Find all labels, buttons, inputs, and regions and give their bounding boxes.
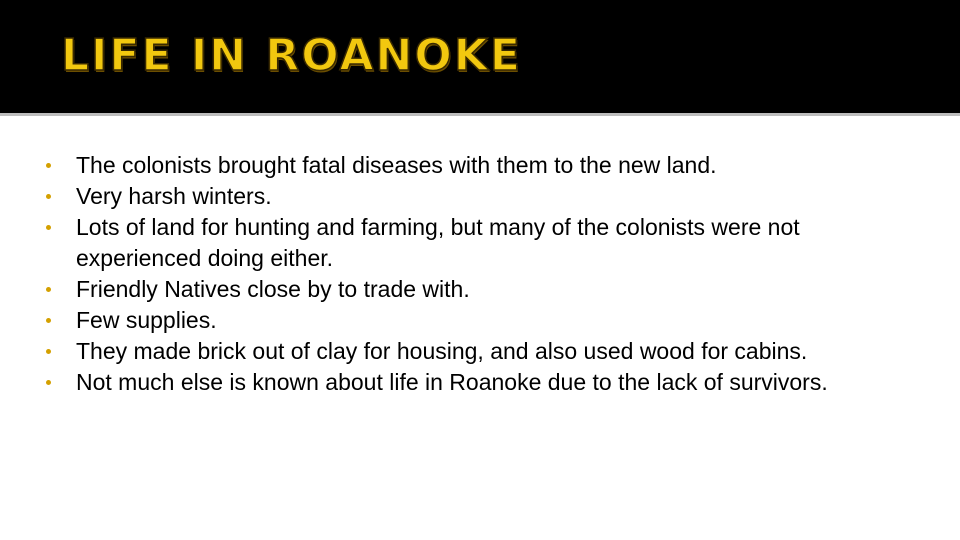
bullet-item	[46, 305, 926, 336]
bullet-text: Few supplies.	[76, 307, 217, 333]
bullet-item	[46, 181, 926, 212]
bullet-marker-icon	[46, 380, 51, 385]
bullet-item	[46, 212, 926, 274]
bullet-text: Lots of land for hunting and farming, but many of the colonists were not experienced doing either.	[76, 214, 800, 271]
slide-title: LIFE IN ROANOKE	[61, 30, 522, 81]
bullet-item	[46, 274, 926, 305]
bullet-item	[46, 336, 926, 367]
bullet-marker-icon	[46, 225, 51, 230]
bullet-marker-icon	[46, 287, 51, 292]
bullet-list	[46, 150, 926, 398]
bullet-text: The colonists brought fatal diseases with them to the new land.	[76, 152, 717, 178]
bullet-item	[46, 367, 926, 398]
bullet-text: Very harsh winters.	[76, 183, 272, 209]
bullet-marker-icon	[46, 194, 51, 199]
bullet-marker-icon	[46, 349, 51, 354]
bullet-text: They made brick out of clay for housing, and also used wood for cabins.	[76, 338, 808, 364]
title-divider	[0, 113, 960, 116]
bullet-marker-icon	[46, 318, 51, 323]
title-band	[0, 0, 960, 113]
bullet-text: Not much else is known about life in Roanoke due to the lack of survivors.	[76, 369, 828, 395]
bullet-text: Friendly Natives close by to trade with.	[76, 276, 470, 302]
bullet-marker-icon	[46, 163, 51, 168]
bullet-item	[46, 150, 926, 181]
